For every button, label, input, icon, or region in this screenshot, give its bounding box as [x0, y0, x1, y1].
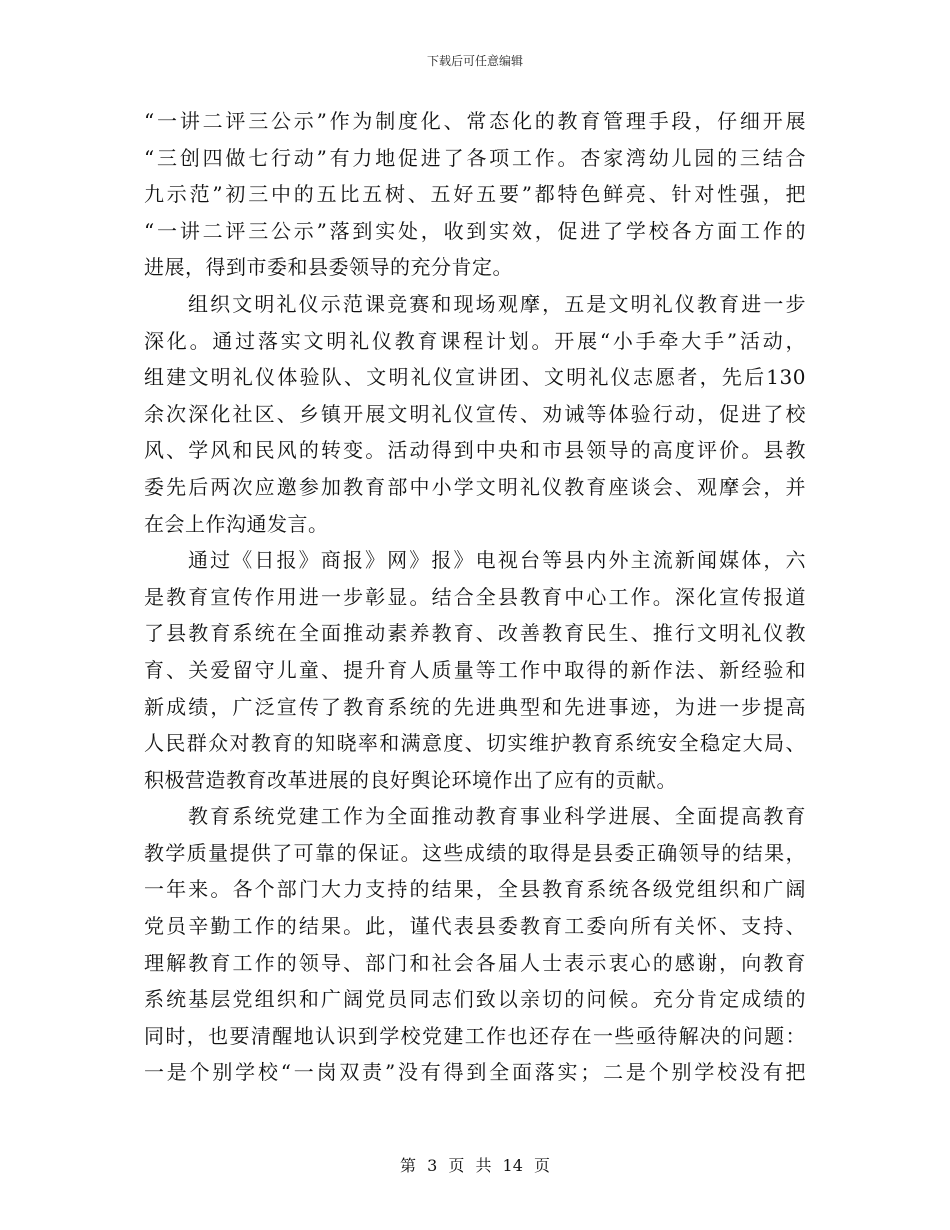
text-line: 同时，也要清醒地认识到学校党建工作也还存在一些亟待解决的问题：: [144, 1023, 806, 1048]
text-line: 新成绩，广泛宣传了教育系统的先进典型和先进事迹，为进一步提高: [144, 694, 806, 719]
text-line: 余次深化社区、乡镇开展文明礼仪宣传、劝诫等体验行动，促进了校: [144, 401, 806, 426]
text-line: 进展，得到市委和县委领导的充分肯定。: [144, 255, 513, 280]
text-line: 一是个别学校“一岗双责”没有得到全面落实；二是个别学校没有把: [144, 1060, 806, 1085]
page-header: 下载后可任意编辑: [426, 54, 523, 68]
text-line: 教育系统党建工作为全面推动教育事业科学进展、全面提高教育: [188, 804, 806, 829]
text-line: 党员辛勤工作的结果。此，谨代表县委教育工委向所有关怀、支持、: [144, 914, 806, 939]
paragraph: [144, 542, 806, 798]
text-line: 人民群众对教育的知晓率和满意度、切实维护教育系统安全稳定大局、: [144, 731, 806, 756]
text-line: 育、关爱留守儿童、提升育人质量等工作中取得的新作法、新经验和: [144, 657, 806, 682]
text-line: 通过《日报》商报》网》报》电视台等县内外主流新闻媒体，六: [188, 548, 806, 573]
text-line: “一讲二评三公示”落到实处，收到实效，促进了学校各方面工作的: [144, 218, 806, 243]
paragraph: [144, 286, 806, 542]
text-line: 深化。通过落实文明礼仪教育课程计划。开展“小手牵大手”活动，: [144, 328, 806, 353]
document-body: [144, 103, 806, 1091]
text-line: 积极营造教育改革进展的良好舆论环境作出了应有的贡献。: [144, 767, 677, 792]
text-line: 教学质量提供了可靠的保证。这些成绩的取得是县委正确领导的结果，: [144, 840, 806, 865]
text-line: 在会上作沟通发言。: [144, 511, 329, 536]
text-line: 理解教育工作的领导、部门和社会各届人士表示衷心的感谢，向教育: [144, 950, 806, 975]
paragraph: [144, 798, 806, 1091]
paragraph: [144, 103, 806, 286]
text-line: 组建文明礼仪体验队、文明礼仪宣讲团、文明礼仪志愿者，先后130: [144, 365, 806, 390]
text-line: 一年来。各个部门大力支持的结果，全县教育系统各级党组织和广阔: [144, 877, 806, 902]
text-line: 风、学风和民风的转变。活动得到中央和市县领导的高度评价。县教: [144, 438, 806, 463]
text-line: 系统基层党组织和广阔党员同志们致以亲切的问候。充分肯定成绩的: [144, 987, 806, 1012]
text-line: 了县教育系统在全面推动素养教育、改善教育民生、推行文明礼仪教: [144, 621, 806, 646]
text-line: “一讲二评三公示”作为制度化、常态化的教育管理手段，仔细开展: [144, 109, 806, 133]
text-line: 委先后两次应邀参加教育部中小学文明礼仪教育座谈会、观摩会，并: [144, 474, 806, 499]
text-line: 组织文明礼仪示范课竞赛和现场观摩，五是文明礼仪教育进一步: [188, 291, 806, 316]
text-line: 九示范”初三中的五比五树、五好五要”都特色鲜亮、针对性强，把: [144, 182, 806, 207]
page-footer: 第 3 页 共 14 页: [400, 1156, 550, 1175]
text-line: 是教育宣传作用进一步彰显。结合全县教育中心工作。深化宣传报道: [144, 584, 806, 609]
text-line: “三创四做七行动”有力地促进了各项工作。杏家湾幼儿园的三结合: [144, 145, 806, 170]
